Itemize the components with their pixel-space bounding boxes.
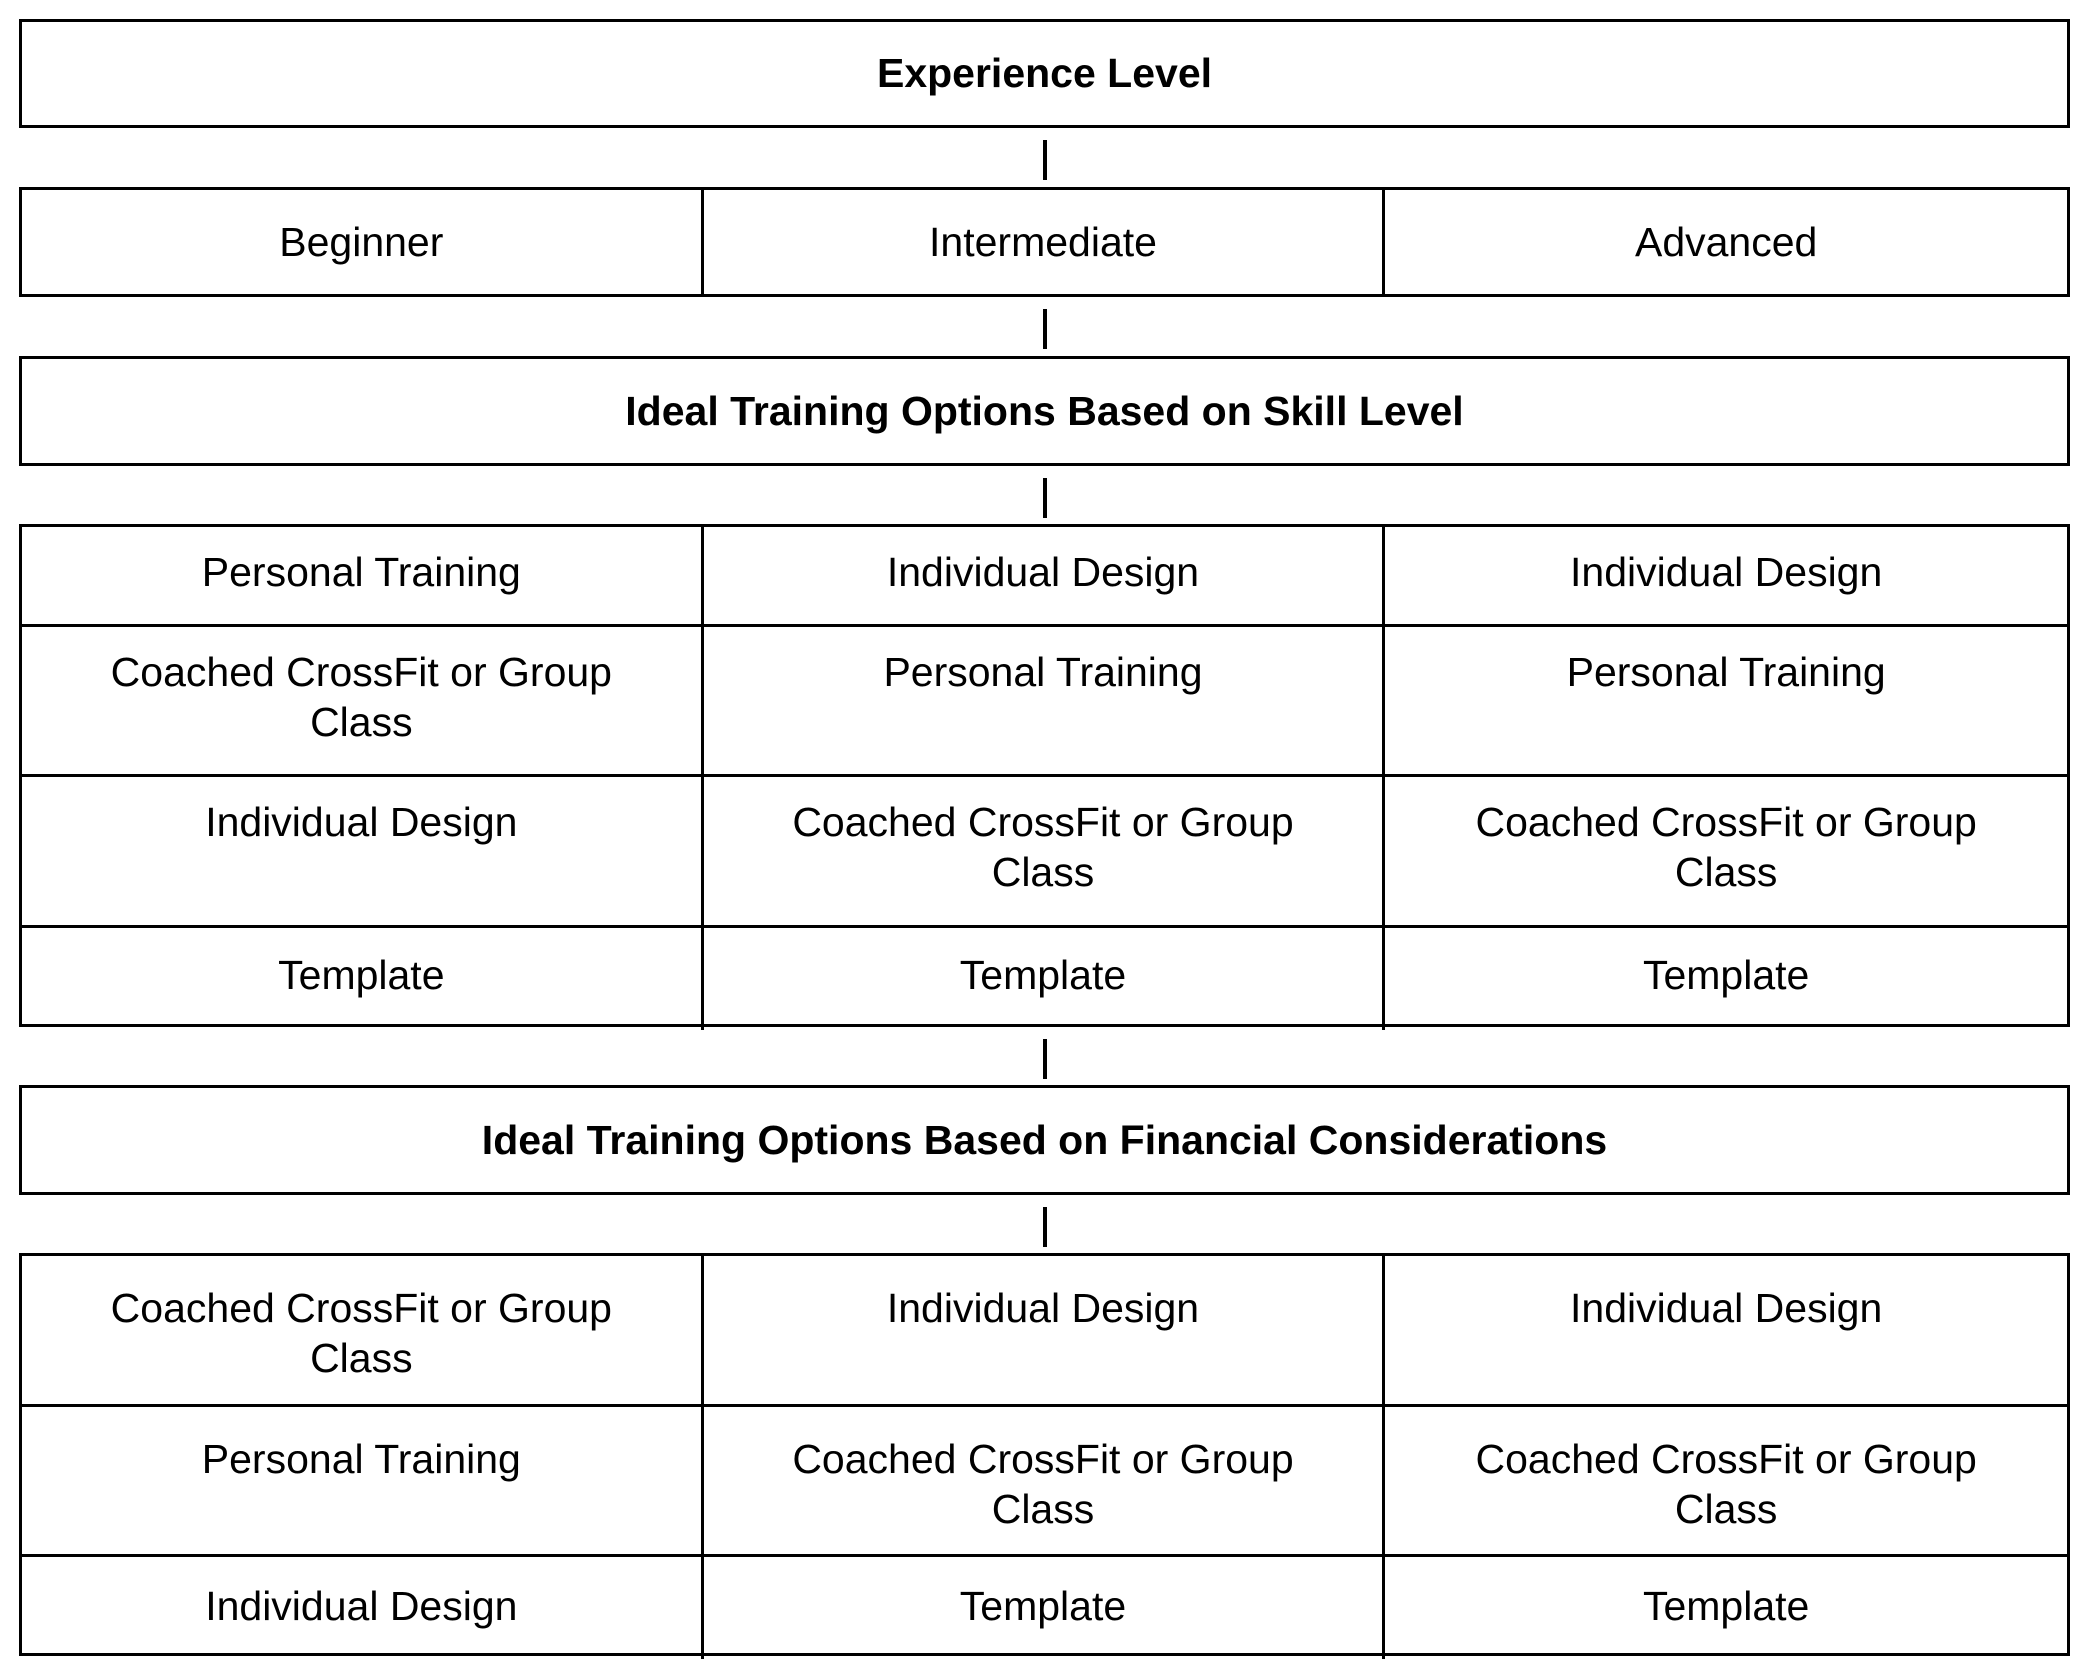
skill-option-cell: Template: [1642, 952, 1810, 998]
skill-option-cell: Template: [704, 928, 1386, 1030]
connector-line: [1043, 309, 1047, 349]
financial-option-cell: Coached CrossFit or Group Class: [22, 1256, 704, 1407]
connector-line: [1043, 478, 1047, 518]
level-beginner: Beginner: [22, 190, 704, 294]
connector-line: [1043, 1207, 1047, 1247]
experience-level-header: [19, 19, 2070, 128]
skill-option-cell: Individual Design: [1385, 527, 2067, 627]
financial-option-cell: Personal Training: [22, 1407, 704, 1557]
skill-option-cell: Individual Design: [704, 527, 1386, 627]
skill-option-cell: Coached CrossFit or Group Class: [22, 627, 704, 777]
skill-option-cell: Coached CrossFit or Group Class: [704, 777, 1386, 928]
skill-options-title: Ideal Training Options Based on Skill Level: [625, 387, 1464, 434]
financial-option-cell: Individual Design: [1385, 1256, 2067, 1407]
financial-options-title: Ideal Training Options Based on Financial Considerations: [481, 1116, 1608, 1163]
level-intermediate: Intermediate: [704, 190, 1386, 294]
skill-option-cell: Individual Design: [22, 777, 704, 928]
financial-option-cell: Template: [1642, 1583, 1810, 1629]
connector-line: [1043, 1039, 1047, 1079]
experience-levels-row: [19, 187, 2070, 297]
connector-line: [1043, 140, 1047, 180]
financial-option-cell: Individual Design: [704, 1256, 1386, 1407]
skill-options-grid: [19, 524, 2070, 1027]
skill-option-cell: Template: [22, 928, 704, 1030]
financial-option-cell: Template: [704, 1557, 1386, 1659]
financial-option-cell: Coached CrossFit or Group Class: [1385, 1407, 2067, 1557]
experience-level-title: Experience Level: [876, 50, 1213, 96]
skill-option-cell: Personal Training: [704, 627, 1386, 777]
financial-options-header: [19, 1085, 2070, 1195]
skill-options-header: [19, 356, 2070, 466]
level-advanced: Advanced: [1634, 219, 1818, 265]
financial-option-cell: Coached CrossFit or Group Class: [704, 1407, 1386, 1557]
financial-option-cell: Individual Design: [22, 1557, 704, 1659]
skill-option-cell: Personal Training: [22, 527, 704, 627]
skill-option-cell: Coached CrossFit or Group Class: [1385, 777, 2067, 928]
financial-options-grid: [19, 1253, 2070, 1656]
skill-option-cell: Personal Training: [1385, 627, 2067, 777]
